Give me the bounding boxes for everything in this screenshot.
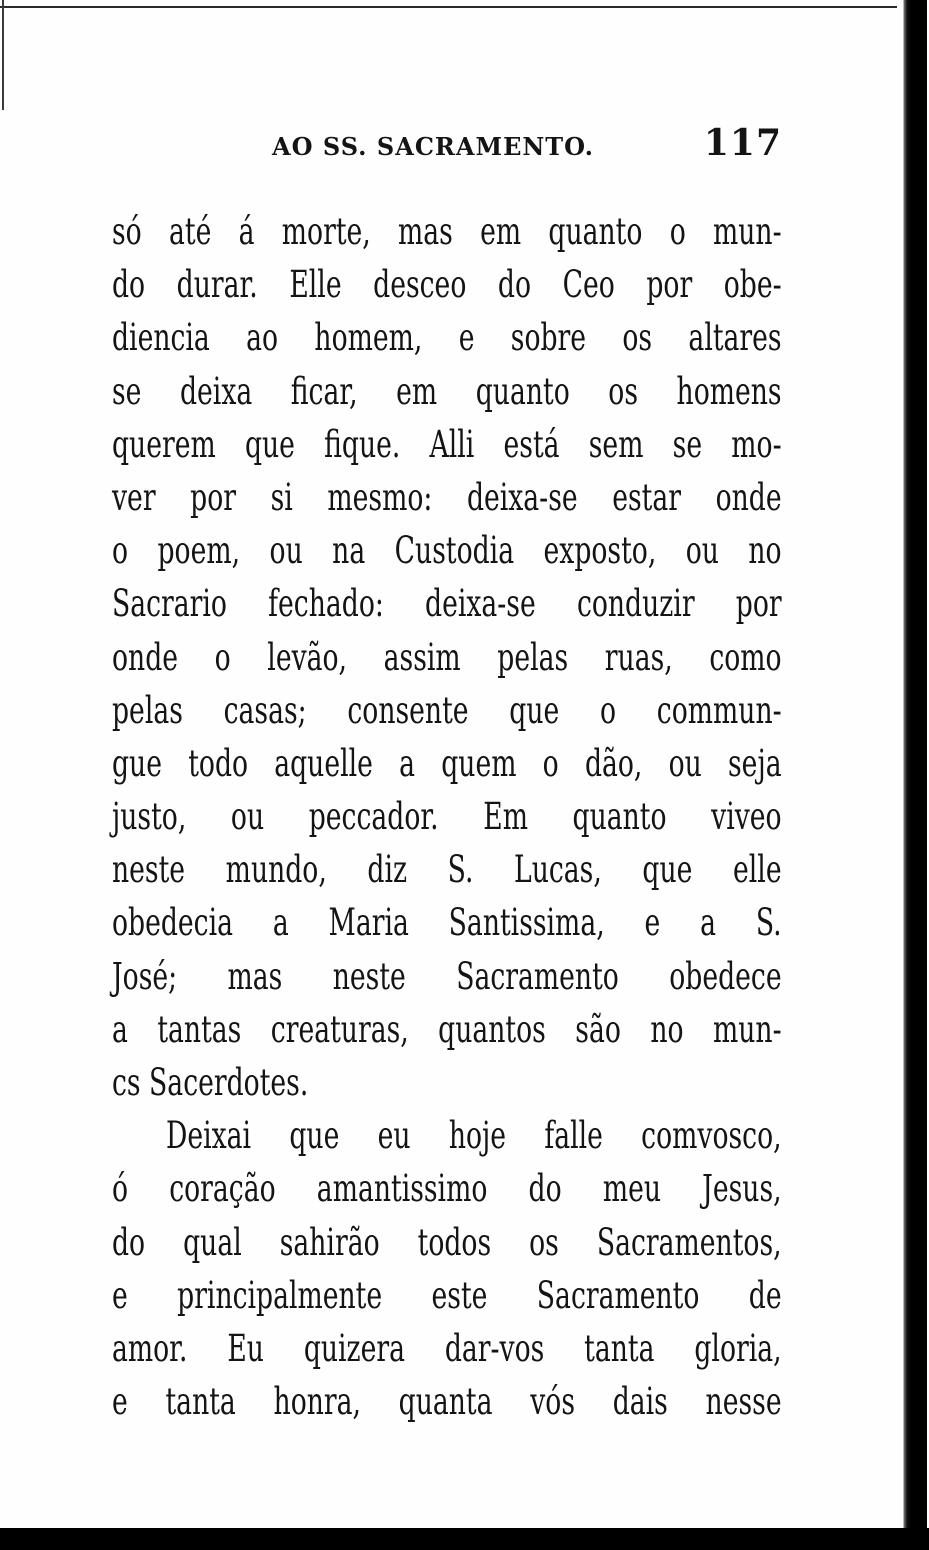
body-text bbox=[112, 205, 782, 1428]
text-line: onde o levão, assim pelas ruas, como bbox=[112, 635, 782, 679]
scan-border-left bbox=[2, 0, 4, 110]
text-line: e principalmente este Sacramento de bbox=[112, 1273, 782, 1317]
text-line: do durar. Elle desceo do Ceo por obe- bbox=[112, 263, 782, 307]
text-line: diencia ao homem, e sobre os altares bbox=[112, 316, 782, 360]
text-line: amor. Eu quizera dar-vos tanta gloria, bbox=[112, 1326, 782, 1370]
text-line: obedecia a Maria Santissima, e a S. bbox=[112, 901, 782, 945]
running-head bbox=[272, 122, 782, 166]
scan-border-right bbox=[897, 0, 927, 1550]
page-number: 117 bbox=[703, 122, 782, 164]
text-line: neste mundo, diz S. Lucas, que elle bbox=[112, 848, 782, 892]
text-line: ó coração amantissimo do meu Jesus, bbox=[112, 1167, 782, 1211]
text-line: só até á morte, mas em quanto o mun- bbox=[112, 210, 782, 253]
text-line: ver por si mesmo: deixa-se estar onde bbox=[112, 475, 782, 519]
text-line: justo, ou peccador. Em quanto viveo bbox=[112, 795, 782, 839]
scan-border-bottom bbox=[0, 1528, 929, 1550]
text-line: querem que fique. Alli está sem se mo- bbox=[112, 422, 782, 466]
text-line: cs Sacerdotes. bbox=[112, 1061, 309, 1104]
text-line: José; mas neste Sacramento obedece bbox=[112, 954, 782, 998]
running-head-title: AO SS. SACRAMENTO. bbox=[272, 132, 595, 161]
text-line: Deixai que eu hoje falle comvosco, bbox=[166, 1114, 782, 1158]
text-line: Sacrario fechado: deixa-se conduzir por bbox=[112, 582, 782, 626]
text-line: a tantas creaturas, quantos são no mun- bbox=[112, 1007, 782, 1051]
text-line: e tanta honra, quanta vós dais nesse bbox=[112, 1380, 782, 1424]
scan-border-top bbox=[0, 6, 912, 8]
text-line: do qual sahirão todos os Sacramentos, bbox=[112, 1220, 782, 1264]
text-line: pelas casas; consente que o commun- bbox=[112, 688, 782, 732]
text-line: o poem, ou na Custodia exposto, ou no bbox=[112, 529, 782, 573]
text-line: se deixa ficar, em quanto os homens bbox=[112, 369, 782, 413]
text-line: gue todo aquelle a quem o dão, ou seja bbox=[112, 741, 782, 785]
